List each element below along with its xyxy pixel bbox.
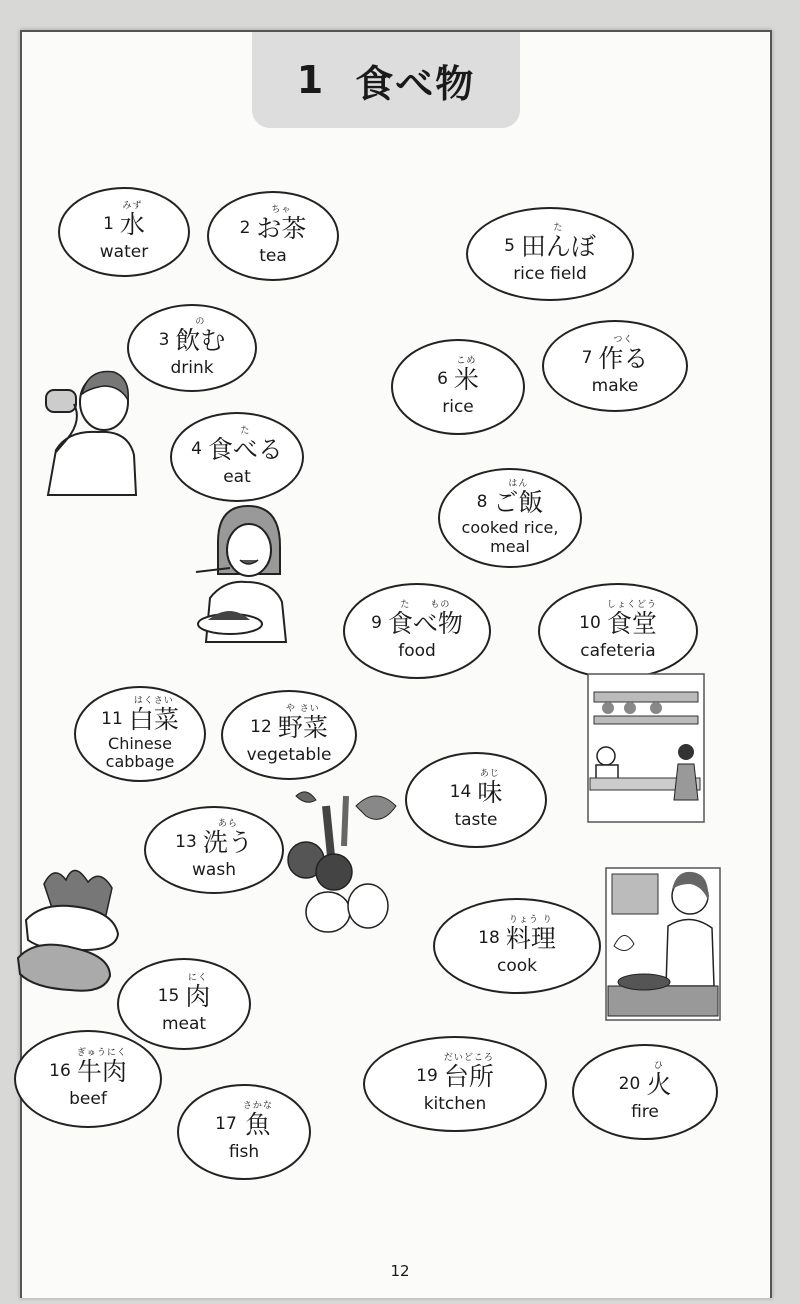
vocab-number: 8 — [476, 492, 488, 513]
vocab-bubble-7 — [542, 320, 688, 412]
vocab-english: rice field — [513, 263, 587, 284]
vocab-word: 魚 — [245, 1109, 271, 1139]
vocab-bubble-15 — [117, 958, 251, 1050]
vocab-number: 9 — [371, 612, 382, 633]
vocab-number: 13 — [175, 831, 197, 852]
vocab-word: 食べる — [207, 434, 283, 464]
vocab-english: meat — [161, 1013, 207, 1034]
page-number: 12 — [390, 1262, 410, 1280]
vocab-bubble-13 — [144, 806, 284, 894]
vocab-bubble-19 — [363, 1036, 547, 1132]
vocab-bubble-9 — [343, 583, 491, 679]
vocab-furigana: にく — [187, 972, 208, 983]
vocab-word: お茶 — [256, 213, 307, 243]
vegetables-illustration — [286, 786, 406, 938]
man-drinking-illustration — [38, 360, 148, 500]
vocab-number: 7 — [581, 347, 593, 368]
vocab-number: 6 — [437, 368, 448, 389]
vocab-english: make — [591, 375, 639, 396]
vocab-english: Chinese cabbage — [105, 733, 175, 771]
vocab-english: kitchen — [423, 1093, 487, 1114]
vocab-bubble-12 — [221, 690, 357, 780]
vocab-word: 野菜 — [277, 712, 328, 742]
vocab-word: 肉 — [185, 981, 211, 1011]
vocab-english: taste — [454, 809, 498, 830]
vocab-bubble-5 — [466, 207, 634, 301]
vocab-furigana: あら — [217, 818, 238, 829]
vocab-number: 19 — [416, 1065, 438, 1086]
vocab-number: 16 — [49, 1060, 71, 1081]
vocab-bubble-1 — [58, 187, 190, 277]
vocab-word: 米 — [453, 364, 479, 394]
vocab-bubble-11 — [74, 686, 206, 782]
vocab-furigana: さかな — [242, 1100, 273, 1111]
vocab-english: vegetable — [246, 744, 332, 765]
vocab-furigana: りょう り — [508, 914, 553, 925]
vocab-number: 14 — [449, 781, 472, 802]
vocab-word: 味 — [477, 777, 503, 807]
vocab-number: 12 — [250, 716, 272, 737]
vocab-bubble-16 — [14, 1030, 162, 1128]
vocab-word: 田んぼ — [520, 231, 596, 261]
vocab-word: 食べ物 — [387, 608, 463, 638]
vocab-number: 2 — [239, 217, 251, 238]
vocab-english: cook — [497, 955, 537, 976]
vocab-furigana: こめ — [456, 355, 477, 366]
vocab-english: water — [99, 241, 149, 262]
vocab-english: cafeteria — [580, 640, 656, 661]
vocab-bubble-10 — [538, 583, 698, 679]
vocab-english: tea — [259, 245, 287, 266]
vocab-number: 10 — [579, 612, 601, 633]
vocab-english: drink — [170, 357, 214, 378]
vocab-furigana: の — [195, 316, 206, 327]
vocab-english: food — [398, 640, 436, 661]
vocab-word: 作る — [598, 343, 649, 373]
vocab-number: 5 — [504, 235, 515, 256]
vocab-english: cooked rice, meal — [461, 518, 559, 556]
vocab-furigana: た — [553, 222, 564, 233]
vocab-furigana: つく — [613, 334, 634, 345]
woman-eating-illustration — [190, 502, 294, 646]
vocab-english: wash — [192, 859, 236, 880]
meat-illustration — [14, 864, 126, 998]
vocab-word: ご飯 — [493, 488, 544, 518]
vocab-bubble-14 — [405, 752, 547, 848]
vocab-word: 白菜 — [128, 704, 179, 734]
vocab-number: 11 — [101, 708, 123, 729]
vocab-word: 食堂 — [606, 608, 657, 638]
vocab-furigana: や さい — [285, 703, 320, 714]
vocab-word: 牛肉 — [76, 1056, 127, 1086]
vocab-furigana: しょくどう — [606, 599, 657, 610]
vocab-english: rice — [442, 396, 474, 417]
chapter-title — [252, 32, 520, 128]
vocab-number: 20 — [618, 1073, 641, 1094]
vocab-furigana: はくさい — [133, 695, 174, 706]
vocab-furigana: た もの — [400, 599, 451, 610]
vocab-word: 台所 — [443, 1061, 494, 1091]
vocab-word: 飲む — [175, 325, 226, 355]
vocab-furigana: はん — [508, 479, 529, 490]
vocab-number: 18 — [478, 927, 500, 948]
vocab-number: 4 — [191, 438, 202, 459]
vocab-bubble-2 — [207, 191, 339, 281]
vocab-number: 15 — [157, 985, 180, 1006]
vocab-word: 料理 — [505, 923, 556, 953]
vocab-furigana: あじ — [479, 768, 500, 779]
vocab-english: fish — [228, 1141, 260, 1162]
vocab-english: beef — [69, 1088, 107, 1109]
vocab-word: 水 — [119, 209, 145, 239]
vocab-bubble-17 — [177, 1084, 311, 1180]
vocab-furigana: た — [240, 425, 251, 436]
vocab-english: eat — [223, 466, 251, 487]
vocab-furigana: ちゃ — [271, 204, 292, 215]
chapter-title-text: 食べ物 — [355, 61, 476, 106]
vocab-furigana: ひ — [653, 1060, 664, 1071]
vocab-word: 洗う — [202, 827, 253, 857]
vocab-number: 1 — [103, 213, 114, 234]
vocab-word: 火 — [646, 1069, 672, 1099]
vocab-furigana: みず — [122, 200, 143, 211]
vocab-furigana: だいどころ — [443, 1052, 494, 1063]
vocab-number: 17 — [215, 1113, 237, 1134]
vocab-bubble-18 — [433, 898, 601, 994]
vocab-bubble-20 — [572, 1044, 718, 1140]
vocab-number: 3 — [158, 329, 170, 350]
vocab-bubble-8 — [438, 468, 582, 568]
vocab-bubble-6 — [391, 339, 525, 435]
vocab-furigana: ぎゅうにく — [76, 1047, 127, 1058]
chapter-number: 1 — [296, 58, 326, 102]
kitchen-cook-illustration — [604, 866, 722, 1022]
vocab-bubble-4 — [170, 412, 304, 502]
vocab-english: fire — [631, 1101, 659, 1122]
cafeteria-illustration — [586, 672, 706, 824]
